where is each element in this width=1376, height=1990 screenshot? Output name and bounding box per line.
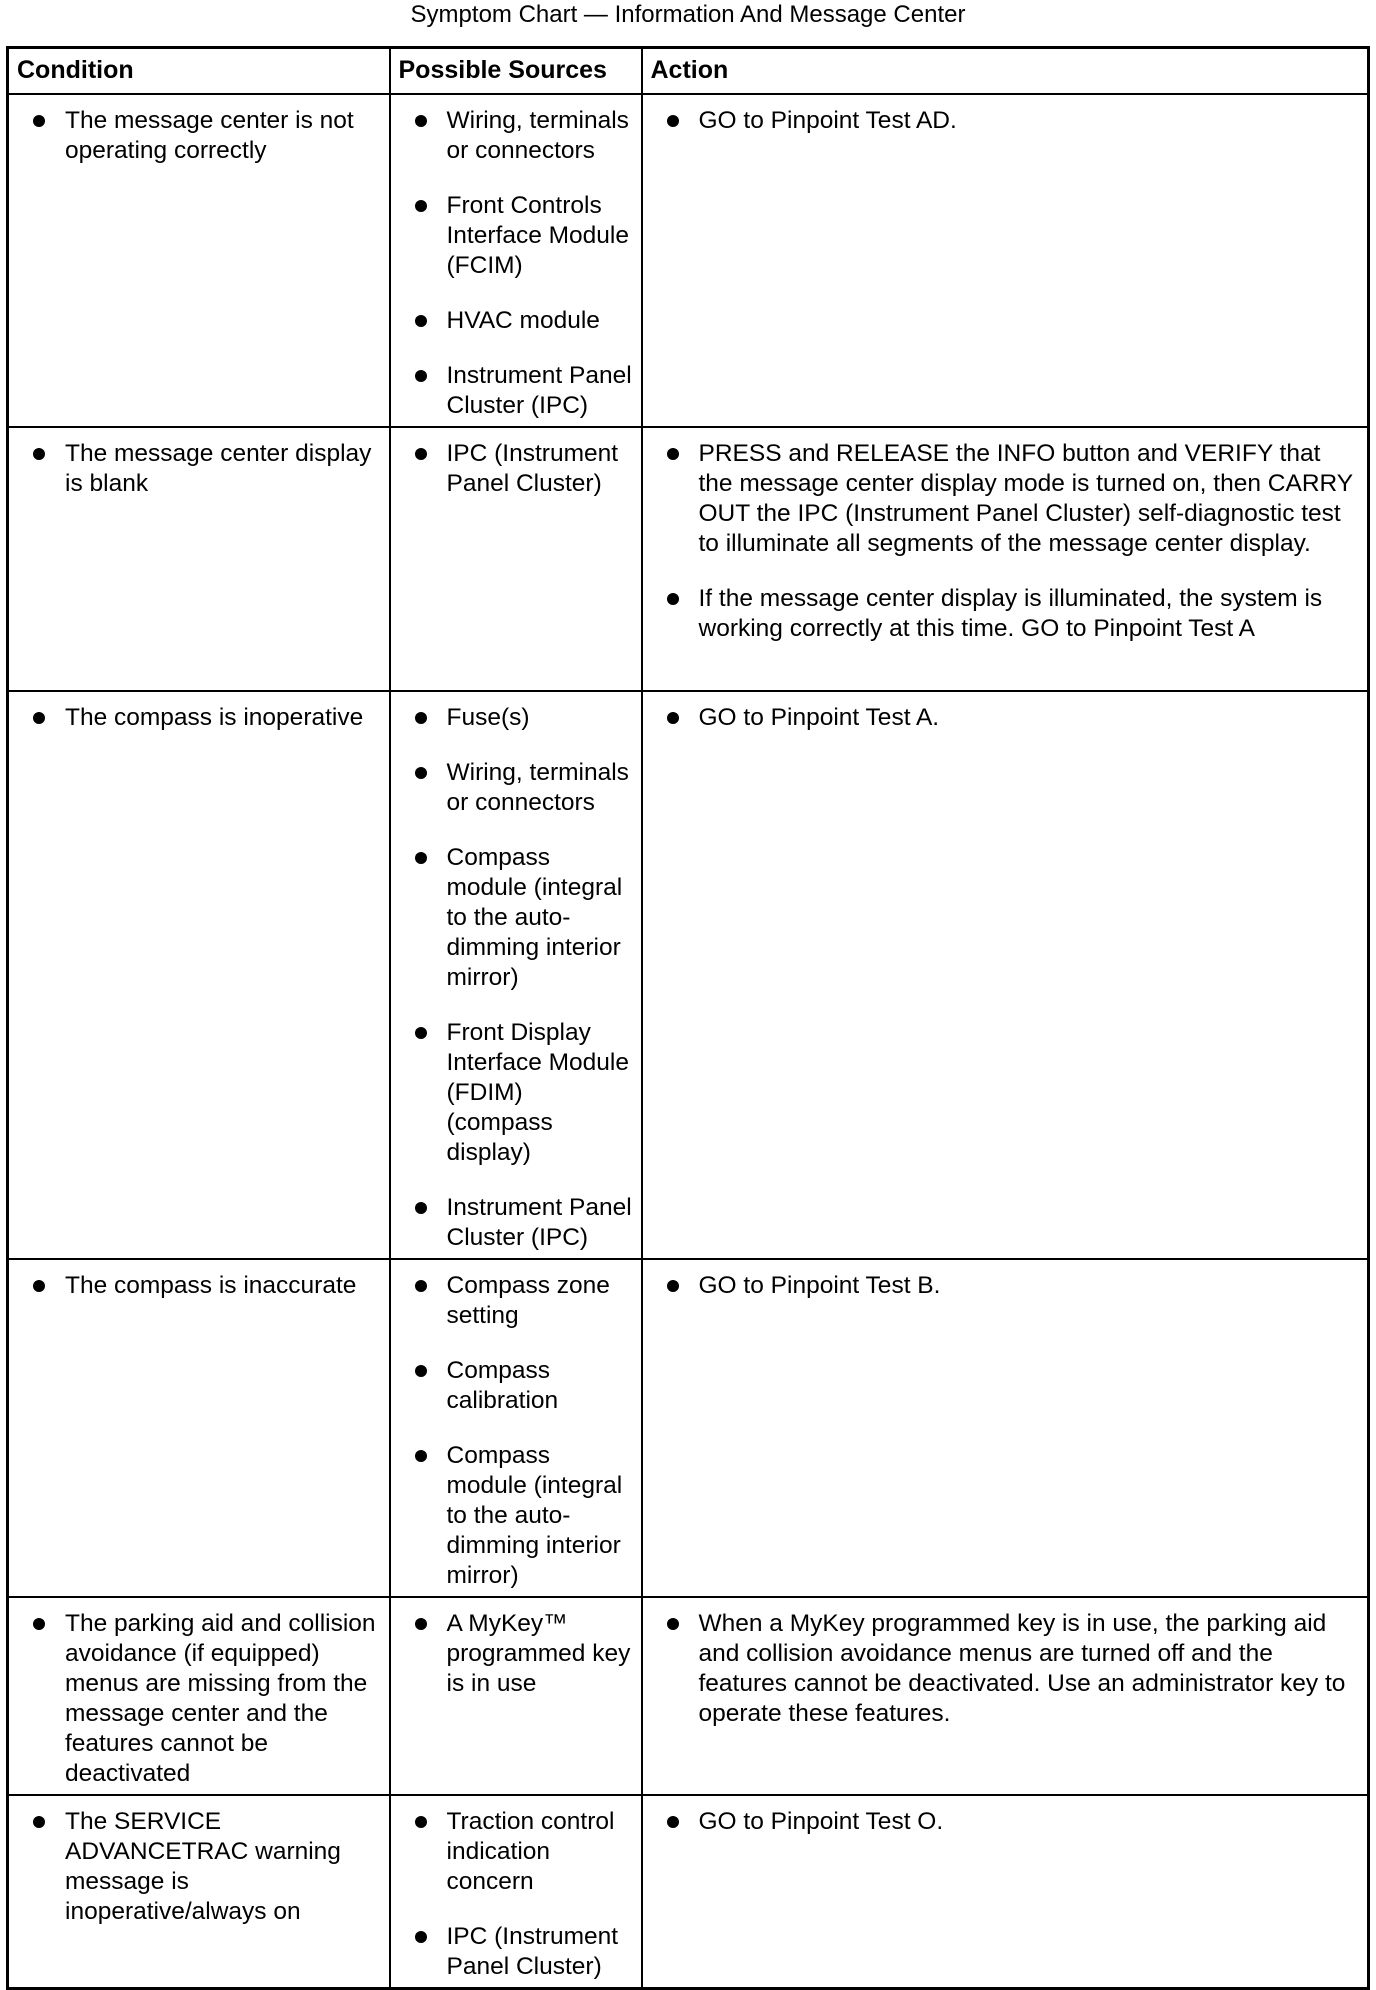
action-item-text: GO to Pinpoint Test O. — [698, 1807, 944, 1835]
condition-item-text: The message center is not operating correctly — [65, 106, 354, 164]
condition-cell-list — [17, 1807, 381, 1927]
action-item — [651, 703, 1360, 733]
action-cell — [642, 1795, 1369, 1989]
condition-item — [17, 106, 381, 166]
action-cell — [642, 1597, 1369, 1795]
action-cell-list — [651, 1609, 1360, 1729]
action-cell-list — [651, 1271, 1360, 1301]
possible-sources-cell-list — [399, 106, 633, 421]
condition-item — [17, 703, 381, 733]
possible-sources-cell-list — [399, 439, 633, 499]
table-body — [8, 94, 1369, 1989]
source-item — [399, 306, 633, 336]
bullet-icon — [33, 448, 45, 460]
source-item-text: A MyKey™ programmed key is in use — [446, 1609, 631, 1697]
bullet-icon — [33, 1618, 45, 1630]
source-item-text: Compass calibration — [446, 1356, 559, 1414]
bullet-icon — [415, 852, 427, 864]
source-item-text: IPC (Instrument Panel Cluster) — [446, 439, 619, 497]
action-cell-list — [651, 703, 1360, 733]
action-item-text: When a MyKey programmed key is in use, the parking aid and collision avoidance menus are turned off and the features cannot be deactivated. Use an administrator key to operate these features. — [698, 1609, 1346, 1727]
action-cell — [642, 1259, 1369, 1597]
source-item — [399, 843, 633, 993]
action-item-text: GO to Pinpoint Test A. — [698, 703, 940, 731]
possible-sources-cell-list — [399, 703, 633, 1253]
source-item-text: IPC (Instrument Panel Cluster) — [446, 1922, 619, 1980]
bullet-icon — [33, 1280, 45, 1292]
table-row — [8, 94, 1369, 427]
source-item-text: Compass zone setting — [446, 1271, 610, 1329]
bullet-icon — [415, 712, 427, 724]
action-item-text: If the message center display is illuminated, the system is working correctly at this time. GO to Pinpoint Test A — [698, 584, 1323, 642]
action-item — [651, 439, 1360, 559]
condition-cell — [8, 1259, 390, 1597]
bullet-icon — [415, 1816, 427, 1828]
bullet-icon — [415, 315, 427, 327]
bullet-icon — [415, 1618, 427, 1630]
header-action: Action — [642, 48, 1369, 94]
condition-item-text: The compass is inoperative — [65, 703, 364, 731]
source-item-text: Wiring, terminals or connectors — [446, 106, 629, 164]
condition-item — [17, 1271, 381, 1301]
action-cell — [642, 94, 1369, 427]
action-item — [651, 584, 1360, 644]
condition-cell — [8, 1795, 390, 1989]
table-row — [8, 1795, 1369, 1989]
condition-item-text: The SERVICE ADVANCETRAC warning message is inoperative/always on — [65, 1807, 341, 1925]
source-item-text: Front Controls Interface Module (FCIM) — [446, 191, 629, 279]
bullet-icon — [415, 1365, 427, 1377]
source-item — [399, 1441, 633, 1591]
possible-sources-cell — [390, 94, 642, 427]
source-item — [399, 1609, 633, 1699]
condition-item-text: The message center display is blank — [65, 439, 372, 497]
header-condition: Condition — [8, 48, 390, 94]
table-row — [8, 691, 1369, 1259]
possible-sources-cell — [390, 427, 642, 691]
source-item-text: Instrument Panel Cluster (IPC) — [446, 1193, 632, 1251]
possible-sources-cell-list — [399, 1609, 633, 1699]
possible-sources-cell — [390, 691, 642, 1259]
table-row — [8, 1259, 1369, 1597]
source-item-text: Front Display Interface Module (FDIM) (compass display) — [446, 1018, 629, 1166]
condition-cell — [8, 1597, 390, 1795]
condition-item — [17, 1807, 381, 1927]
bullet-icon — [415, 1280, 427, 1292]
condition-cell-list — [17, 106, 381, 166]
bullet-icon — [667, 1618, 679, 1630]
source-item-text: HVAC module — [446, 306, 600, 334]
source-item — [399, 758, 633, 818]
source-item — [399, 361, 633, 421]
source-item — [399, 1922, 633, 1982]
bullet-icon — [667, 712, 679, 724]
condition-cell-list — [17, 1271, 381, 1301]
condition-cell — [8, 691, 390, 1259]
condition-cell-list — [17, 439, 381, 499]
action-cell-list — [651, 106, 1360, 136]
action-item-text: GO to Pinpoint Test AD. — [698, 106, 957, 134]
source-item — [399, 191, 633, 281]
possible-sources-cell-list — [399, 1271, 633, 1591]
bullet-icon — [667, 1280, 679, 1292]
table-row — [8, 427, 1369, 691]
condition-cell-list — [17, 703, 381, 733]
action-item — [651, 106, 1360, 136]
source-item-text: Compass module (integral to the auto-dimming interior mirror) — [446, 1441, 623, 1589]
condition-item — [17, 439, 381, 499]
source-item — [399, 439, 633, 499]
bullet-icon — [415, 448, 427, 460]
source-item — [399, 1018, 633, 1168]
action-item — [651, 1609, 1360, 1729]
action-item-text: GO to Pinpoint Test B. — [698, 1271, 941, 1299]
possible-sources-cell-list — [399, 1807, 633, 1982]
action-cell — [642, 691, 1369, 1259]
bullet-icon — [415, 115, 427, 127]
table-header-row — [8, 48, 1369, 94]
bullet-icon — [667, 115, 679, 127]
source-item — [399, 1271, 633, 1331]
bullet-icon — [33, 1816, 45, 1828]
bullet-icon — [415, 767, 427, 779]
bullet-icon — [415, 1202, 427, 1214]
action-cell-list — [651, 1807, 1360, 1837]
action-item-text: PRESS and RELEASE the INFO button and VERIFY that the message center display mode is turned on, then CARRY OUT the IPC (Instrument Panel Cluster) self-diagnostic test to illuminate all segments of the message center display. — [698, 439, 1353, 557]
bullet-icon — [667, 593, 679, 605]
bullet-icon — [415, 200, 427, 212]
source-item-text: Compass module (integral to the auto-dimming interior mirror) — [446, 843, 623, 991]
possible-sources-cell — [390, 1259, 642, 1597]
condition-item-text: The parking aid and collision avoidance (if equipped) menus are missing from the message center and the features cannot be deactivated — [65, 1609, 376, 1787]
possible-sources-cell — [390, 1597, 642, 1795]
action-cell — [642, 427, 1369, 691]
source-item-text: Instrument Panel Cluster (IPC) — [446, 361, 632, 419]
bullet-icon — [667, 1816, 679, 1828]
chart-title: Symptom Chart — Information And Message Center — [410, 1, 966, 28]
bullet-icon — [33, 712, 45, 724]
action-cell-list — [651, 439, 1360, 644]
source-item — [399, 703, 633, 733]
source-item — [399, 1193, 633, 1253]
source-item-text: Fuse(s) — [446, 703, 530, 731]
source-item — [399, 106, 633, 166]
condition-item — [17, 1609, 381, 1789]
table-row — [8, 1597, 1369, 1795]
condition-item-text: The compass is inaccurate — [65, 1271, 357, 1299]
bullet-icon — [415, 1027, 427, 1039]
condition-cell — [8, 94, 390, 427]
action-item — [651, 1807, 1360, 1837]
condition-cell — [8, 427, 390, 691]
header-possible-sources: Possible Sources — [390, 48, 642, 94]
action-item — [651, 1271, 1360, 1301]
bullet-icon — [415, 370, 427, 382]
bullet-icon — [415, 1931, 427, 1943]
source-item — [399, 1807, 633, 1897]
possible-sources-cell — [390, 1795, 642, 1989]
bullet-icon — [415, 1450, 427, 1462]
bullet-icon — [33, 115, 45, 127]
source-item-text: Wiring, terminals or connectors — [446, 758, 629, 816]
source-item-text: Traction control indication concern — [446, 1807, 615, 1895]
condition-cell-list — [17, 1609, 381, 1789]
symptom-chart-table — [6, 46, 1370, 1990]
bullet-icon — [667, 448, 679, 460]
source-item — [399, 1356, 633, 1416]
